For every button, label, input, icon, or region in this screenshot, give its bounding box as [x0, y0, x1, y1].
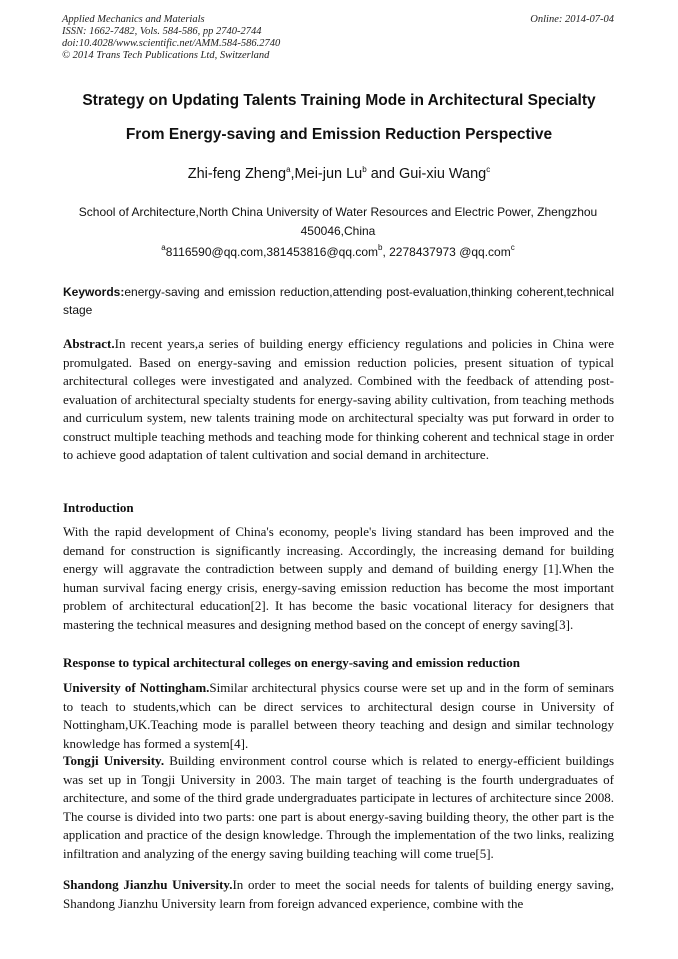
university-label: Shandong Jianzhu University.	[63, 877, 233, 892]
email-text: 8116590@qq.com,381453816@qq.com	[165, 245, 378, 259]
introduction-heading: Introduction	[63, 500, 134, 515]
email-mark: a	[161, 243, 166, 252]
author-name: Zhi-feng Zheng	[187, 166, 287, 182]
response-paragraph-shandong	[63, 876, 614, 913]
affiliation: School of Architecture,North China University of Water Resources and Electric Power, Zhengzhou 450046,China	[78, 205, 598, 238]
email-text: , 2278437973 @qq.com	[382, 245, 511, 259]
abstract-label: Abstract.	[63, 336, 115, 351]
author-list	[40, 165, 638, 183]
author-affiliation-mark: b	[362, 165, 367, 174]
email-mark: b	[378, 243, 383, 252]
response-heading: Response to typical architectural colleges on energy-saving and emission reduction	[63, 655, 521, 670]
author-separator: and	[366, 166, 399, 182]
paragraph-text: Building environment control course which is related to energy-efficient buildings was set up in Tongji University in 2003. The main target of teaching is the fourth undergraduates of architecture, and some of the third grade undergraduates participate in lectures of architecture since 2008. The course is divided into two parts: one part is about energy-saving building theory, the other part is the application and practice of the design knowledge. Through the implementation of the two links, realizing infiltration and analyzing of the energy saving building teaching will come true[5].	[63, 753, 615, 861]
university-label: University of Nottingham.	[63, 680, 210, 695]
author-separator: ,	[290, 166, 295, 182]
copyright-line: © 2014 Trans Tech Publications Ltd, Switzerland	[62, 50, 270, 61]
author-affiliation-mark: a	[286, 165, 291, 174]
journal-header	[62, 14, 614, 62]
journal-name: Applied Mechanics and Materials	[62, 14, 205, 25]
response-paragraph-tongji	[63, 752, 614, 863]
author-name: Mei-jun Lu	[294, 166, 363, 182]
online-date: Online: 2014-07-04	[530, 14, 614, 25]
author-affiliation-mark: c	[486, 165, 491, 174]
abstract-text: In recent years,a series of building energy efficiency regulations and policies in China were promulgated. Based on energy-saving and emission reduction policies, present situation of typical architectural colleges were investigated and analyzed. Combined with the feedback of attending post-evaluation of architectural specialty students for energy-saving ability cultivation, from teaching methods and curriculum system, new talents training mode on architectural specialty was put forward in order to construct multiple teaching methods and teaching mode for thinking coherent and technical stage in order to achieve good adaptation of talent cultivation and social demand in architecture.	[63, 336, 614, 462]
keywords-text: energy-saving and emission reduction,attending post-evaluation,thinking coherent,technical stage	[63, 285, 614, 317]
paper-title-line-2: From Energy-saving and Emission Reduction Perspective	[125, 126, 553, 143]
issn-line: ISSN: 1662-7482, Vols. 584-586, pp 2740-2744	[62, 26, 262, 37]
university-label: Tongji University.	[63, 753, 165, 768]
keywords-label: Keywords:	[63, 285, 125, 299]
abstract	[63, 335, 614, 465]
author-emails	[62, 244, 614, 260]
email-mark: c	[510, 243, 515, 252]
introduction-text: With the rapid development of China's economy, people's living standard has been improved and the demand for construction is significantly increasing. Accordingly, the increasing demand for building energy will aggravate the contradiction between supply and demand of building energy [1].When the human survival facing energy crisis, energy-saving emission reduction has become the most important problem of architectural education[2]. It has become the basic vocational literacy for designers that mastering the technical measures and designing method based on the concept of energy saving[3].	[63, 524, 614, 632]
keywords	[63, 283, 614, 319]
doi-line: doi:10.4028/www.scientific.net/AMM.584-586.2740	[62, 38, 281, 49]
paragraph-text: Similar architectural physics course were set up and in the form of seminars to teach to students,which can be direct services to architectural design course in University of Nottingham,UK.Teaching mode is parallel between theory teaching and design and similar technology knowledge has formed a system[4].	[63, 680, 614, 751]
paragraph-text: In order to meet the social needs for talents of building energy saving, Shandong Jianzhu University learn from foreign advanced experience, combine with the	[63, 877, 614, 911]
paper-title-line-1: Strategy on Updating Talents Training Mode in Architectural Specialty	[82, 92, 596, 109]
response-paragraph-nottingham	[63, 679, 614, 753]
author-name: Gui-xiu Wang	[398, 166, 487, 182]
